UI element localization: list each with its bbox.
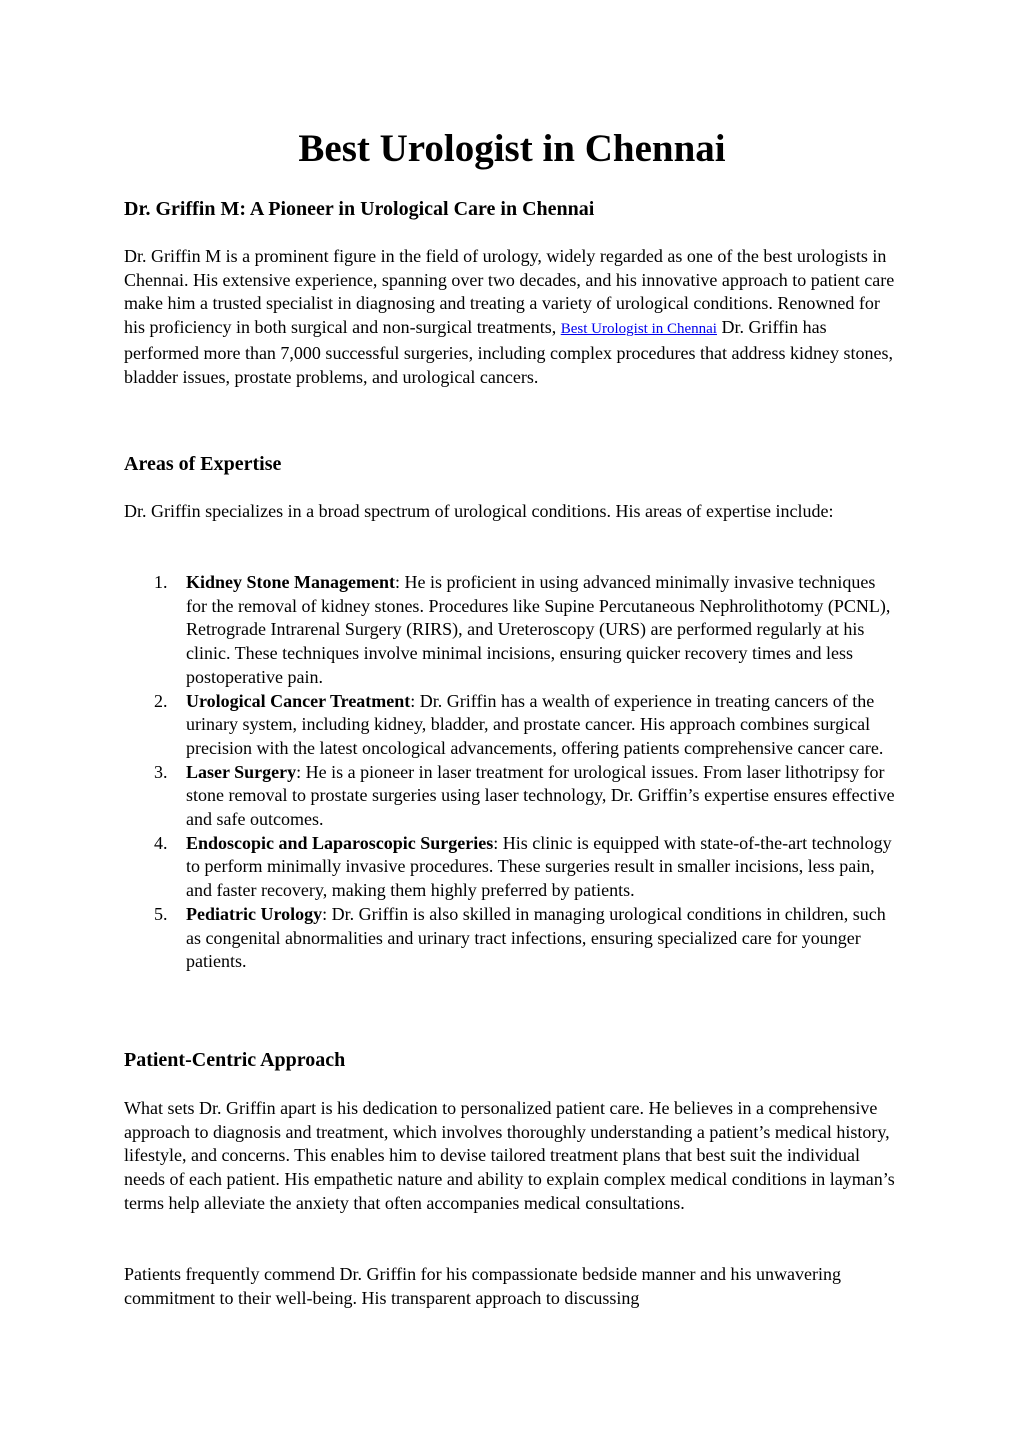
patient-paragraph-1: What sets Dr. Griffin apart is his dedication to personalized patient care. He believes in a comprehensive approach to diagnosis and treatment, which involves thoroughly understanding a patient’s medical history, lifestyle, and concerns. This enables him to devise tailored treatment plans that best suit the individual needs of each patient. His empathetic nature and ability to explain complex medical conditions in layman’s terms help alleviate the anxiety that often accompanies medical consultations. [124,1098,895,1213]
expertise-heading: Areas of Expertise [124,453,282,475]
page-subtitle: Dr. Griffin M: A Pioneer in Urological Care in Chennai [124,198,595,220]
expertise-intro: Dr. Griffin specializes in a broad spectrum of urological conditions. His areas of expertise include: [124,501,834,521]
list-item-text: : He is a pioneer in laser treatment for urological issues. From laser lithotripsy for stone removal to prostate surgeries using laser technology, Dr. Griffin’s expertise ensures effective and safe outcomes. [186,761,895,830]
list-item [124,571,900,690]
list-item [124,903,900,974]
list-item [124,690,900,761]
list-item [124,761,900,832]
list-item-number: 3. [154,761,168,782]
patient-paragraph-2: Patients frequently commend Dr. Griffin for his compassionate bedside manner and his unwavering commitment to their well-being. His transparent approach to discussing [124,1264,841,1308]
list-item-term: Laser Surgery [186,761,297,782]
list-item-number: 5. [154,903,168,924]
list-item-number: 1. [154,572,168,592]
list-item-term: Pediatric Urology [186,903,323,924]
best-urologist-link[interactable]: Best Urologist in Chennai [560,321,717,338]
list-item-number: 4. [154,832,168,853]
intro-paragraph [124,245,900,389]
list-item-term: Endoscopic and Laparoscopic Surgeries [186,832,494,853]
list-item-text: : His clinic is equipped with state-of-the-art technology to perform minimally invasive procedures. These surgeries result in smaller incisions, less pain, and faster recovery, making them highly preferred by patients. [186,832,892,901]
list-item-term: Urological Cancer Treatment [186,690,411,711]
page-title: Best Urologist in Chennai [298,127,726,170]
list-item [124,832,900,903]
intro-text-before-link: Dr. Griffin M is a prominent figure in the field of urology, widely regarded as one of the best urologists in Chennai. His extensive experience, spanning over two decades, and his innovative approach to patient care make him a trusted specialist in diagnosing and treating a variety of urological conditions. Renowned for his proficiency in both surgical and non-surgical treatments, [124,246,895,338]
list-item-number: 2. [154,690,168,711]
list-item-text: : Dr. Griffin is also skilled in managing urological conditions in children, such as congenital abnormalities and urinary tract infections, ensuring specialized care for younger patients. [186,903,886,972]
expertise-list [124,571,900,974]
list-item-text: : Dr. Griffin has a wealth of experience in treating cancers of the urinary system, including kidney, bladder, and prostate cancer. His approach combines surgical precision with the latest oncological advancements, offering patients comprehensive cancer care. [186,690,884,758]
list-item-term: Kidney Stone Management [186,572,395,592]
patient-approach-heading: Patient-Centric Approach [124,1049,346,1071]
list-item-text: : He is proficient in using advanced minimally invasive techniques for the removal of kidney stones. Procedures like Supine Percutaneous Nephrolithotomy (PCNL), Retrograde Intrarenal Surgery (RIRS), and Ureteroscopy (URS) are performed regularly at his clinic. These techniques involve minimal incisions, ensuring quicker recovery times and less postoperative pain. [186,572,891,687]
intro-text-after-link: Dr. Griffin has performed more than 7,000 successful surgeries, including complex procedures that address kidney stones, bladder issues, prostate problems, and urological cancers. [124,317,893,387]
